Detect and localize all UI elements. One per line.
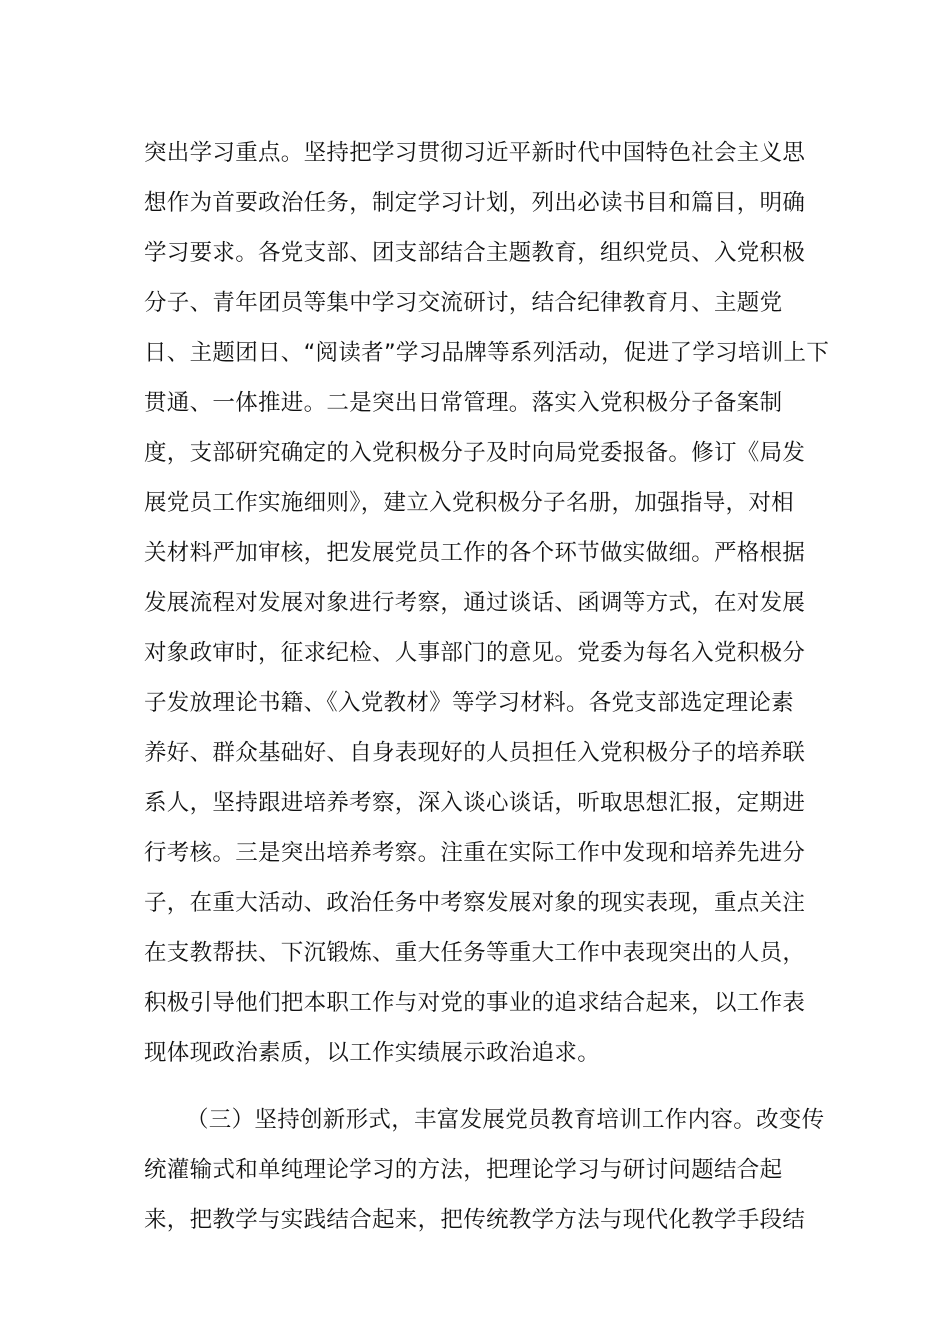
paragraph-line: 展党员工作实施细则》，建立入党积极分子名册，加强指导，对相 xyxy=(144,490,794,516)
document-body xyxy=(144,128,830,1245)
paragraph-line: 对象政审时，征求纪检、人事部门的意见。党委为每名入党积极分 xyxy=(144,640,806,666)
paragraph-line: 统灌输式和单纯理论学习的方法，把理论学习与研讨问题结合起 xyxy=(144,1157,783,1183)
paragraph-line: 积极引导他们把本职工作与对党的事业的追求结合起来，以工作表 xyxy=(144,990,806,1016)
paragraph-line: 突出学习重点。坚持把学习贯彻习近平新时代中国特色社会主义思 xyxy=(144,140,806,166)
paragraph-line: 养好、群众基础好、自身表现好的人员担任入党积极分子的培养联 xyxy=(144,740,806,766)
paragraph-line: 子发放理论书籍、《入党教材》等学习材料。各党支部选定理论素 xyxy=(144,690,794,716)
paragraph-line: 发展流程对发展对象进行考察，通过谈话、函调等方式，在对发展 xyxy=(144,590,806,616)
paragraph-line: 分子、青年团员等集中学习交流研讨，结合纪律教育月、主题党 xyxy=(144,290,783,316)
paragraph-line: 在支教帮扶、下沉锻炼、重大任务等重大工作中表现突出的人员， xyxy=(144,940,806,966)
paragraph-line: 现体现政治素质，以工作实绩展示政治追求。 xyxy=(144,1040,601,1066)
paragraph-line: 贯通、一体推进。二是突出日常管理。落实入党积极分子备案制 xyxy=(144,390,783,416)
paragraph-line: 度，支部研究确定的入党积极分子及时向局党委报备。修订《局发 xyxy=(144,440,806,466)
paragraph-line: 想作为首要政治任务，制定学习计划，列出必读书目和篇目，明确 xyxy=(144,190,806,216)
paragraph-line: 学习要求。各党支部、团支部结合主题教育，组织党员、入党积极 xyxy=(144,240,806,266)
paragraph-line: （三）坚持创新形式，丰富发展党员教育培训工作内容。改变传 xyxy=(186,1107,825,1133)
paragraph-gap xyxy=(144,1078,824,1095)
paragraph-line: 系人，坚持跟进培养考察，深入谈心谈话，听取思想汇报，定期进 xyxy=(144,790,806,816)
paragraph-line: 行考核。三是突出培养考察。注重在实际工作中发现和培养先进分 xyxy=(144,840,806,866)
paragraph-line: 关材料严加审核，把发展党员工作的各个环节做实做细。严格根据 xyxy=(144,540,806,566)
paragraph-1 xyxy=(144,128,830,1078)
paragraph-line: 日、主题团日、“阅读者”学习品牌等系列活动，促进了学习培训上下 xyxy=(144,340,830,366)
paragraph-line: 来，把教学与实践结合起来，把传统教学方法与现代化教学手段结 xyxy=(144,1207,806,1233)
paragraph-line: 子，在重大活动、政治任务中考察发展对象的现实表现，重点关注 xyxy=(144,890,806,916)
paragraph-2 xyxy=(144,1095,824,1245)
